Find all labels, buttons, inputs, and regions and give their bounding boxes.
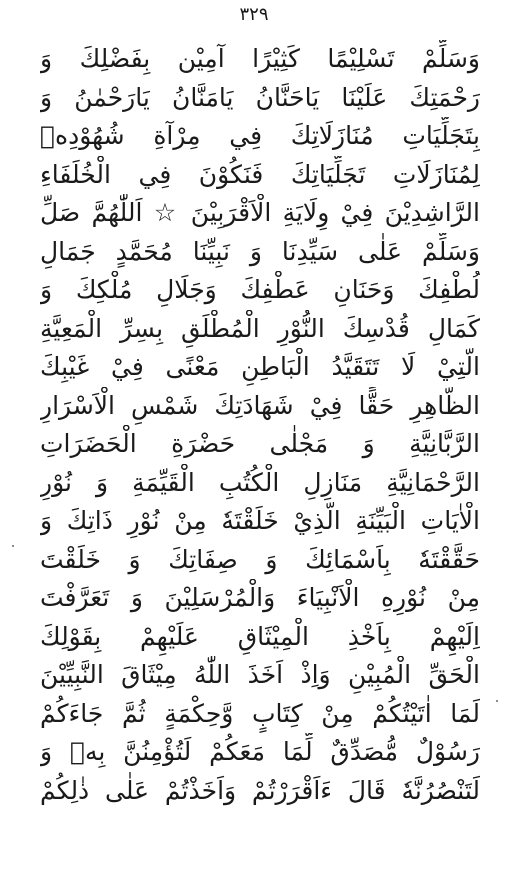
arabic-text-block bbox=[40, 40, 480, 810]
text-line: اِلَيْهِمْ بِاَخْذِ الْمِيْثَاقِ عَلَيْهِمْ بِقَوْلِكَ bbox=[40, 621, 480, 651]
page-number: ٣٢٩ bbox=[239, 4, 269, 25]
text-line: الرَّبَّانِيَّةِ وَ مَجْلٰى حَضْرَةِ الْحَضَرَاتِ bbox=[40, 429, 480, 458]
text-line: رَحْمَتِكَ عَلَيْنَا يَاحَنَّانُ يَامَنَّانُ يَارَحْمٰنُ وَ bbox=[40, 82, 480, 112]
text-line: الظَّاهِرِ حَقًّا فِيْ شَهَادَتِكَ شَمْسِ الْاَسْرَارِ bbox=[40, 390, 480, 420]
text-line: مِنْ نُوْرِهِ الْاَنْبِيَاءَ وَالْمُرْسَلِيْنَ وَ تَعَرَّفْتَ bbox=[40, 583, 480, 612]
text-line: حَقَّقْتَهٗ بِاَسْمَائِكَ وَ صِفَاتِكَ وَ خَلَقْتَ bbox=[40, 544, 480, 574]
text-line: الرَّاشِدِيْنَ فِيْ وِلَايَةِ الْاَقْرَبِيْنَ ☆ اَللّٰهُمَّ صَلِّ bbox=[40, 198, 480, 227]
text-line: لِمُنَازَلَاتِ تَجَلِّيَاتِكَ فَنَكُوْنَ فِي الْخُلَفَاءِ bbox=[40, 159, 480, 189]
text-line: لُطْفِكَ وَحَنَانِ عَطْفِكَ وَجَلَالِ مُلْكِكَ وَ bbox=[40, 275, 480, 304]
text-line: كَمَالِ قُدْسِكَ النُّوْرِ الْمُطْلَقِ بِسِرِّ الْمَعِيَّةِ bbox=[40, 313, 480, 343]
text-line: الْاٰيَاتِ الْبَيِّنَةِ الَّذِيْ خَلَقْتَهٗ مِنْ نُوْرِ ذَاتِكَ وَ bbox=[40, 506, 480, 535]
text-line: وَسَلِّمْ عَلٰى سَيِّدِنَا وَ نَبِيِّنَا مُحَمَّدٍ جَمَالِ bbox=[40, 236, 480, 266]
text-line: وَسَلِّمْ تَسْلِيْمًا كَثِيْرًا آمِيْن بِفَضْلِكَ وَ bbox=[40, 44, 480, 73]
scan-speck bbox=[496, 700, 498, 702]
text-line: رَسُوْلٌ مُّصَدِّقٌ لِّمَا مَعَكُمْ لَتُؤْمِنُنَّ بِهٖ وَ bbox=[40, 737, 480, 766]
text-line: الْحَقِّ الْمُبِيْنِ وَاِذْ اَخَذَ اللّٰهُ مِيْثَاقَ النَّبِيِّيْنَ bbox=[40, 660, 480, 689]
text-line: بِتَجَلِّيَاتِ مُنَازَلَاتِكَ فِي مِرْآةِ شُهُوْدِهٖ bbox=[40, 121, 480, 150]
scan-speck bbox=[12, 545, 14, 547]
text-line: لَمَا اٰتَيْتُكُمْ مِنْ كِتَابٍ وَّحِكْمَةٍ ثُمَّ جَاءَكُمْ bbox=[40, 698, 480, 728]
text-line: الرَّحْمَانِيَّةِ مَنَازِلِ الْكُتُبِ الْقَيِّمَةِ وَ نُوْرِ bbox=[40, 467, 480, 497]
text-line: الَّتِيْ لَا تَتَقَيَّدُ الْبَاطِنِ مَعْنًى فِيْ غَيْبِكَ bbox=[40, 352, 480, 381]
text-line: لَتَنْصُرُنَّهٗ قَالَ ءَاَقْرَرْتُمْ وَاَخَذْتُمْ عَلٰى ذٰلِكُمْ bbox=[40, 775, 480, 805]
